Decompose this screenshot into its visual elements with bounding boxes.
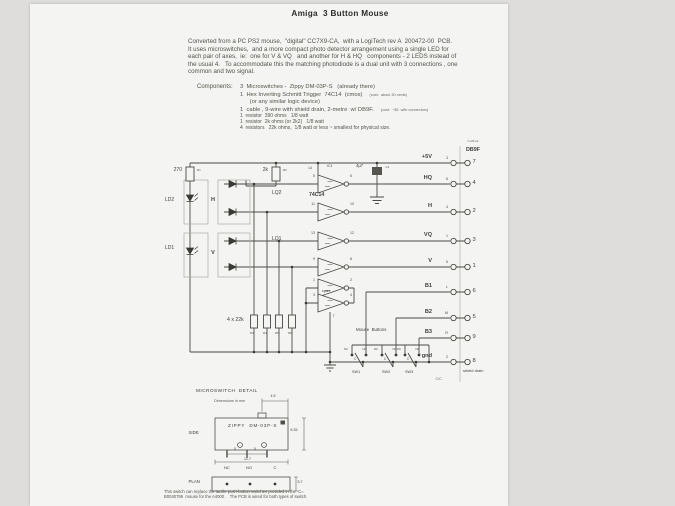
- switch-ref-label: SW1: [352, 369, 361, 374]
- gate-input-pin: 1: [313, 278, 315, 282]
- sensor-boxes: [184, 180, 250, 277]
- db9-pin-number: 6: [472, 288, 476, 295]
- dim-width-label: 12.7: [244, 456, 251, 461]
- resistor-r1-value: 270: [173, 167, 182, 173]
- switch-c-label: C: [384, 356, 387, 361]
- terminal-c-label: C: [273, 465, 277, 470]
- intro-line: each pair of axes, ie: one for V & VQ and another for H & HQ components - 2 LEDS instead of: [188, 53, 457, 60]
- dim-pitch-label: 5: [234, 447, 236, 451]
- cable-wire-number: 6: [446, 177, 448, 182]
- signal-label: B2: [424, 308, 432, 315]
- db9-pin-number: 4: [472, 180, 476, 187]
- components-label: Components:: [197, 84, 233, 90]
- detail-title: MICROSWITCH DETAIL: [196, 389, 258, 394]
- mouse-buttons-label: Mouse Buttons: [356, 327, 387, 332]
- signal-label: B3: [424, 328, 432, 335]
- gate-output-pin: 8: [350, 257, 352, 261]
- db9f-connector-label: DB9F: [466, 146, 481, 153]
- ic-ref-label: IC1: [327, 164, 333, 168]
- resistor-r2-value: 2k: [262, 167, 268, 173]
- shield-drain-label: shield drain: [463, 367, 484, 373]
- intro-line: Converted from a PC PS2 mouse, "digital" CC7X9-CA, with a LogiTech rev A 200472-00 PCB.: [188, 38, 453, 45]
- cable-wire-number: R: [445, 331, 448, 336]
- detail-part-label: ZIPPY DM-03P-S: [228, 422, 278, 428]
- component-line: 4 resistors 22k ohms, 1/8 watt or less ~ smallest for physical size.: [240, 125, 391, 132]
- resistor-r2-ref: R2: [283, 167, 287, 172]
- caption-line: B0040796 mouse for the A4000 . The PCB is wired for both types of switch.: [164, 494, 308, 500]
- gate-input-pin: 13: [311, 231, 315, 235]
- dim-pitch-label: 5: [254, 447, 256, 451]
- resistor-r6-ref: R6: [288, 330, 292, 335]
- signal-label: V: [428, 257, 432, 264]
- component-line: 3 Microswitches - Zippy DM-03P-S (already there): [240, 84, 375, 90]
- gate-input-pin: 3: [313, 293, 315, 297]
- photodiode-lq2-label: LQ2: [272, 190, 282, 196]
- axis-h-label: H: [211, 196, 215, 203]
- ic-part-label: 74C14: [309, 191, 325, 198]
- led-ld2-label: LD2: [165, 197, 175, 203]
- component-line: 1 resistor 390 ohms 1/8 watt: [240, 113, 309, 119]
- switch-nc-label: NC: [397, 346, 402, 351]
- capacitor-ref: C1: [385, 164, 390, 169]
- gate-output-pin: 2: [350, 278, 352, 282]
- dim-height-label: 6.35: [290, 427, 298, 432]
- signal-label: gnd: [421, 352, 432, 359]
- terminal-nc-label: NC: [224, 465, 230, 470]
- cable-wire-number: 2: [446, 355, 448, 360]
- gate-output-pin: 10: [350, 202, 354, 206]
- detail-dims-note: Dimensions in mm: [214, 398, 246, 403]
- gate-output-pin: 12: [350, 231, 354, 235]
- resistor-r5-ref: R5: [275, 330, 279, 335]
- page-title: Amiga 3 Button Mouse: [291, 9, 389, 18]
- plan-view-label: PLAN: [188, 478, 200, 484]
- switch-no-label: NO: [415, 346, 420, 351]
- capacitor-symbol: [372, 167, 382, 175]
- cable-wire-number: 4: [446, 205, 448, 210]
- intro-line: the usual 4. To accommodate this the matching photodiode is a dual unit with 3 connections , one: [188, 60, 458, 68]
- axis-v-label: V: [211, 250, 215, 256]
- gate-output-pin: 4: [350, 293, 352, 297]
- ic-pin14-label: 14: [308, 166, 312, 170]
- db9-pin-number: 9: [472, 334, 476, 341]
- photodiode-symbols: [229, 181, 236, 271]
- signal-label: H: [427, 202, 432, 209]
- gate-input-pin: 9: [313, 257, 315, 261]
- dim-top-label: 4.5: [270, 394, 276, 398]
- terminal-no-label: NO: [246, 465, 252, 470]
- db9-pin-number: 2: [472, 208, 476, 215]
- ic-pin7-label: 7: [332, 314, 335, 318]
- db9-pin-number: 5: [472, 314, 476, 321]
- led-ld1-label: LD1: [165, 245, 175, 251]
- dim-depth-label: 5.7: [297, 480, 303, 484]
- capacitor-value: 4µ7: [356, 162, 364, 168]
- cable-wire-number: M: [445, 311, 448, 316]
- cable-wire-number: 1: [446, 234, 448, 239]
- db9-pin-number: 3: [472, 237, 476, 244]
- spare-gates-label: spare: [322, 289, 331, 293]
- signal-label: VQ: [423, 231, 432, 238]
- cable-wire-number: 5: [446, 260, 448, 265]
- switch-ref-label: SW3: [405, 369, 414, 374]
- connector-terminals: [451, 160, 470, 364]
- resistor-bank-label: 4 x 22k: [227, 317, 244, 323]
- side-view-label: SIDE: [188, 429, 199, 435]
- cable-wire-number: 3: [446, 156, 448, 161]
- switch-c-label: C: [407, 356, 410, 361]
- gate-input-pin: 5: [313, 174, 315, 178]
- caption-line: This switch can replace the tactile push-button switches provided in the C=: [164, 489, 304, 494]
- db9-pin-number: 7: [472, 159, 476, 166]
- signal-label: +5V: [421, 153, 432, 160]
- microswitch-detail-drawing: [212, 399, 306, 492]
- cc-label: C/C: [435, 376, 442, 381]
- gate-output-pin: 6: [350, 174, 352, 178]
- resistor-r1-ref: R1: [197, 167, 201, 172]
- component-line: 1 resistor 2k ohms (or 2k2) 1/8 watt: [240, 119, 324, 125]
- switch-nc-label: NC: [374, 346, 379, 351]
- switch-no-label: NO: [392, 346, 397, 351]
- switch-nc-label: NC: [344, 346, 349, 351]
- signal-label: B1: [424, 282, 432, 289]
- resistor-r4-ref: R4: [263, 330, 267, 335]
- component-line: 1 Hex Inverting Schmitt Trigger 74C14 (cmos) (cost: about 30 cents): [240, 91, 408, 98]
- photodiode-lq1-label: LQ1: [272, 236, 282, 242]
- switch-c-label: C: [354, 356, 357, 361]
- db9-pin-number: 1: [472, 263, 476, 270]
- component-line: (or any similar logic device): [240, 99, 320, 105]
- signal-label: HQ: [423, 174, 432, 181]
- gate-input-pin: 11: [311, 202, 315, 206]
- cable-label: CABLE: [467, 138, 479, 143]
- switch-no-label: NO: [362, 346, 367, 351]
- resistor-r3-ref: R3: [250, 330, 254, 335]
- db9-pin-number: 8: [472, 358, 476, 365]
- intro-line: common and two signal.: [188, 68, 255, 75]
- component-line: 1 cable , 9-wire with shield drain, 2-metre w/ DB9F. (cost: ~$3 with connectors): [240, 106, 429, 113]
- cable-wire-number: L: [446, 285, 448, 290]
- intro-line: It uses microswitches, and a more compact photo detector arrangement using a single LED for: [188, 45, 449, 53]
- switch-ref-label: SW2: [382, 369, 391, 374]
